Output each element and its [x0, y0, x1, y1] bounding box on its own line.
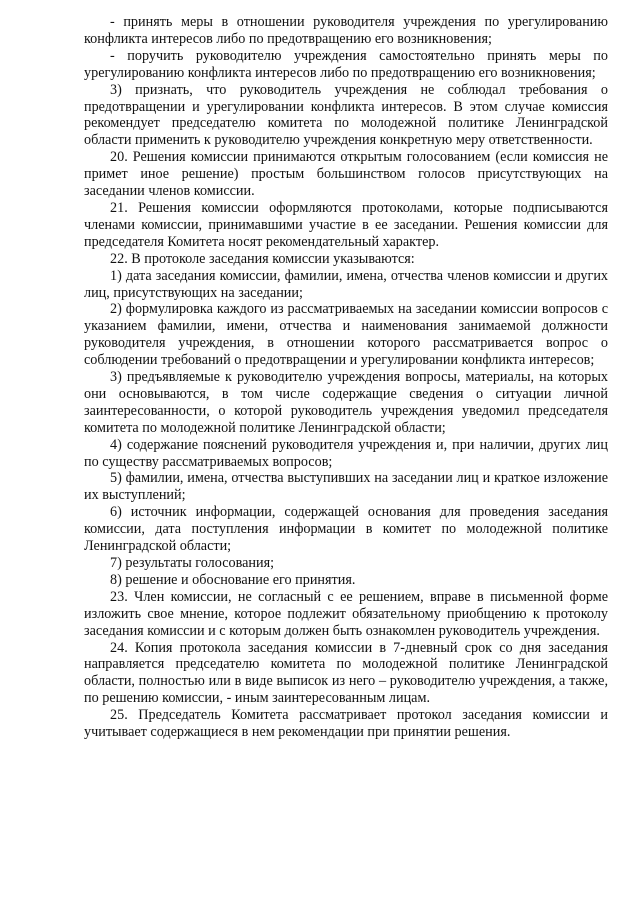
paragraph-22-item-8: 8) решение и обоснование его принятия. [110, 571, 356, 588]
paragraph-20-voting: 20. Решения комиссии принимаются открытым голосованием (если комиссия не примет иное решение) простым большинством голосов присутствующих на заседании членов комиссии. [84, 149, 608, 200]
paragraph-22-item-3: 3) предъявляемые к руководителю учреждения вопросы, материалы, на которых они основываются, в том числе содержащие сведения о ситуации личной заинтересованности, о которой руководитель учреждения уведомил председателя комитета по молодежной политике Ленинградской области; [84, 369, 608, 436]
paragraph-22-item-5: 5) фамилии, имена, отчества выступивших на заседании лиц и краткое изложение их выступлений; [84, 470, 608, 504]
paragraph-24-copy: 24. Копия протокола заседания комиссии в 7-дневный срок со дня заседания направляется председателю комитета по молодежной политике Ленинградской области, полностью или в виде выписок из него – руководителю учреждения, а также, по решению комиссии, - иным заинтересованным лицам. [84, 639, 608, 707]
paragraph-22-protocol-contents: 22. В протоколе заседания комиссии указываются: [110, 250, 415, 267]
paragraph-22-item-2: 2) формулировка каждого из рассматриваемых на заседании комиссии вопросов с указанием фамилии, имени, отчества и наименования занимаемой должности руководителя учреждения, в отношении которого рассматривается вопрос о соблюдении требований о предотвращении и урегулировании конфликта интересов; [84, 301, 608, 369]
paragraph-22-item-1: 1) дата заседания комиссии, фамилии, имена, отчества членов комиссии и других лиц, присутствующих на заседании; [84, 267, 608, 301]
paragraph-22-item-4: 4) содержание пояснений руководителя учреждения и, при наличии, других лиц по существу рассматриваемых вопросов; [84, 436, 608, 470]
paragraph-22-item-7: 7) результаты голосования; [110, 555, 275, 571]
paragraph-21-protocols: 21. Решения комиссии оформляются протоколами, которые подписываются членами комиссии, принимавшими участие в ее заседании. Решения комиссии для председателя Комитета носят рекомендательный характер. [84, 199, 608, 250]
paragraph-23-dissent: 23. Член комиссии, не согласный с ее решением, вправе в письменной форме изложить свое мнение, которое подлежит обязательному приобщению к протоколу заседания комиссии и с которым должен быть ознакомлен руководитель учреждения. [84, 588, 608, 639]
paragraph-item-3-noncompliance: 3) признать, что руководитель учреждения не соблюдал требования о предотвращении и урегулировании конфликта интересов. В этом случае комиссия рекомендует председателю комитета по молодежной политике Ленинградской области применить к руководителю учреждения конкретную меру ответственности. [84, 81, 608, 149]
paragraph-22-item-6: 6) источник информации, содержащей основания для проведения заседания комиссии, дата поступления информации в комитет по молодежной политике Ленинградской области; [84, 504, 608, 555]
paragraph-25-chairman: 25. Председатель Комитета рассматривает протокол заседания комиссии и учитывает содержащиеся в нем рекомендации при принятии решения. [84, 707, 608, 741]
paragraph-measure-conflict: - принять меры в отношении руководителя учреждения по урегулированию конфликта интересов либо по предотвращению его возникновения; [84, 14, 608, 47]
paragraph-instruct-head: - поручить руководителю учреждения самостоятельно принять меры по урегулированию конфликта интересов либо по предотвращению его возникновения; [84, 47, 608, 81]
